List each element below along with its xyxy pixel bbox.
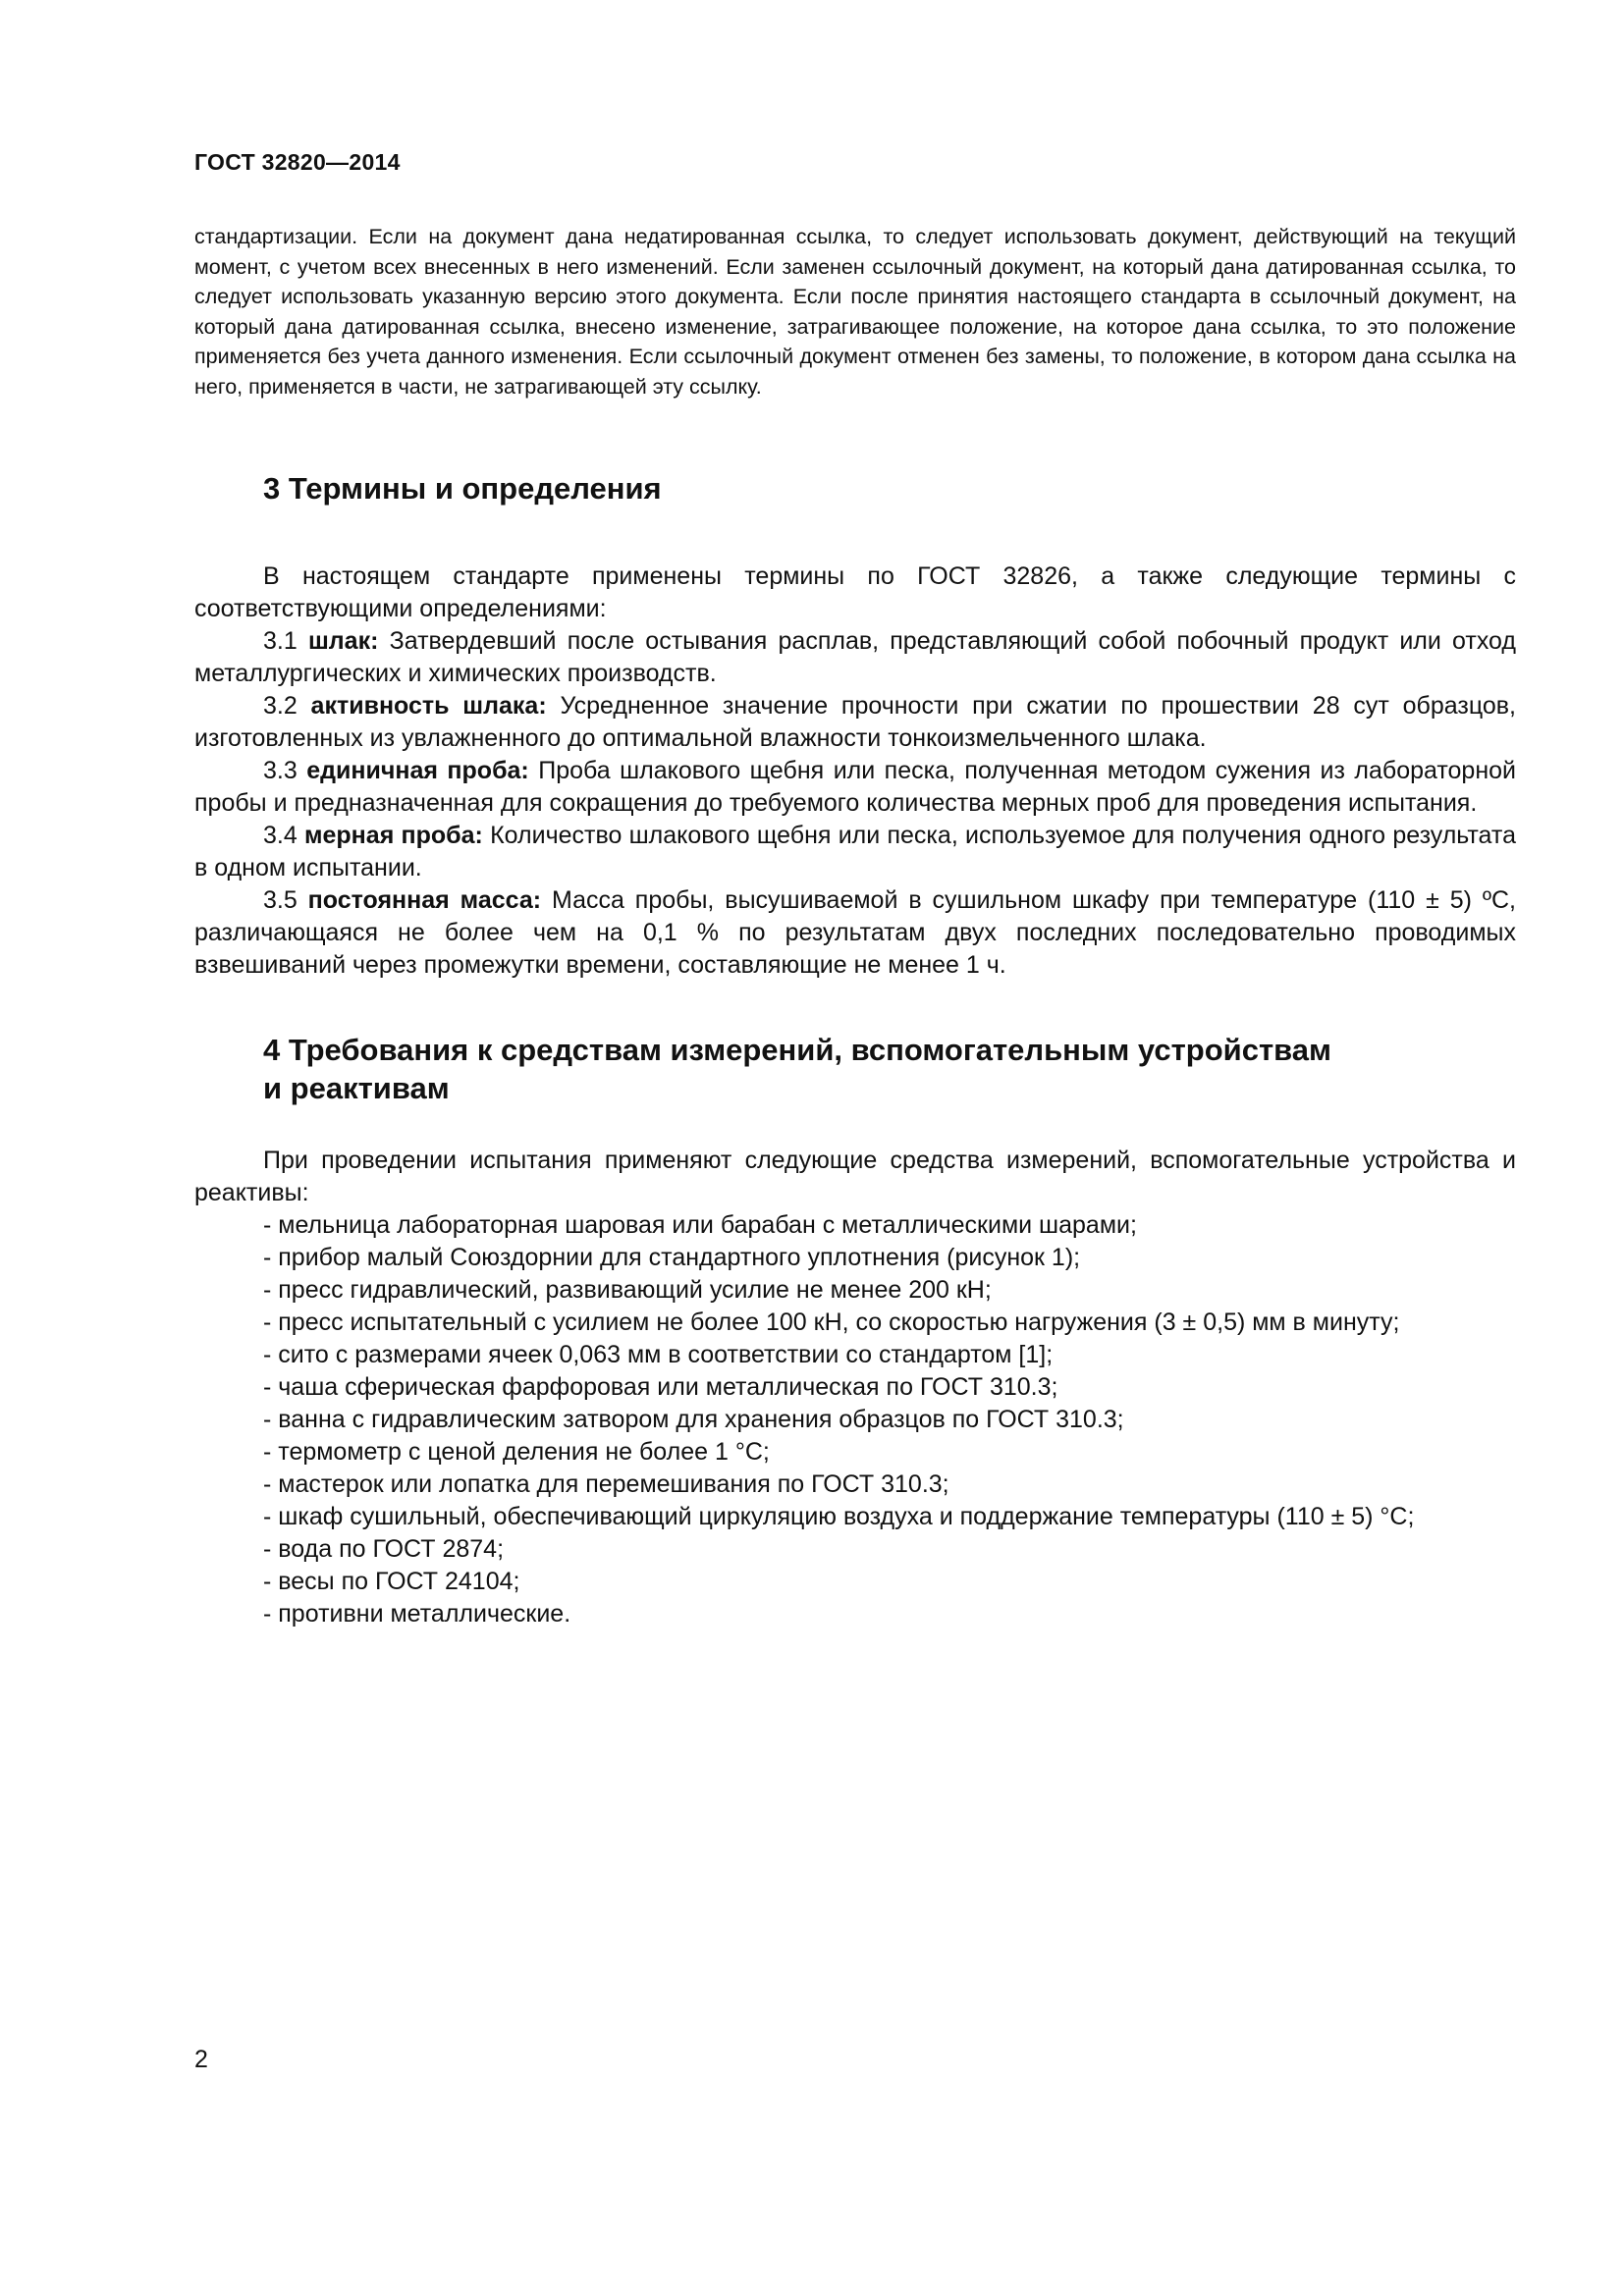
- term-definition: Масса пробы, высушиваемой в сушильном шкафу при температуре (110 ± 5) ºС, различающаяся не более чем на 0,1 % по результатам двух последних последовательно проводимых взвешиваний через промежутки времени, составляющие не менее 1 ч.: [194, 886, 1516, 979]
- section-4-title-line-1: 4 Требования к средствам измерений, вспомогательным устройствам: [263, 1033, 1331, 1067]
- term-definition: Проба шлакового щебня или песка, полученная методом сужения из лабораторной пробы и предназначенная для сокращения до требуемого количества мерных проб для проведения испытания.: [194, 757, 1517, 817]
- section-4-body: [194, 1145, 1516, 1630]
- term-3-3: [194, 755, 1516, 820]
- term-number: 3.2: [263, 692, 298, 720]
- list-item: - мастерок или лопатка для перемешивания по ГОСТ 310.3;: [263, 1470, 949, 1498]
- list-item: - ванна с гидравлическим затвором для хранения образцов по ГОСТ 310.3;: [263, 1406, 1124, 1433]
- section-4-title-line-2: и реактивам: [263, 1071, 450, 1105]
- section-terms-and-definitions: [194, 469, 1516, 982]
- section-4-title: [194, 1031, 1516, 1107]
- term-definition: Усредненное значение прочности при сжатии по прошествии 28 сут образцов, изготовленных из увлажненного до оптимальной влажности тонкоизмельченного шлака.: [194, 692, 1516, 752]
- term-3-1: [194, 625, 1516, 690]
- term-definition: Затвердевший после остывания расплав, представляющий собой побочный продукт или отход металлургических и химических производств.: [194, 627, 1516, 687]
- term-number: 3.4: [263, 822, 298, 849]
- page-number: 2: [194, 2046, 208, 2073]
- list-item: - противни металлические.: [263, 1600, 571, 1628]
- term-3-5: [194, 884, 1516, 982]
- term-name: единичная проба:: [306, 757, 529, 784]
- term-name: активность шлака:: [310, 692, 547, 720]
- term-name: постоянная масса:: [307, 886, 542, 914]
- list-item: - пресс гидравлический, развивающий усилие не менее 200 кН;: [263, 1276, 992, 1304]
- term-3-2: [194, 690, 1516, 755]
- list-item: - чаша сферическая фарфоровая или металлическая по ГОСТ 310.3;: [263, 1373, 1058, 1401]
- document-code: ГОСТ 32820—2014: [194, 149, 401, 175]
- list-item: - вода по ГОСТ 2874;: [263, 1535, 505, 1563]
- term-number: 3.1: [263, 627, 298, 655]
- section-measurement-requirements: [194, 1031, 1516, 1630]
- term-name: шлак:: [307, 627, 379, 655]
- list-item: - прибор малый Союздорнии для стандартного уплотнения (рисунок 1);: [263, 1244, 1081, 1271]
- list-item: - шкаф сушильный, обеспечивающий циркуляцию воздуха и поддержание температуры (110 ± 5) °С;: [263, 1503, 1415, 1530]
- section-4-lead: При проведении испытания применяют следующие средства измерений, вспомогательные устройства и реактивы:: [194, 1147, 1516, 1206]
- section-3-body: [194, 561, 1516, 982]
- section-3-lead: В настоящем стандарте применены термины по ГОСТ 32826, а также следующие термины с соответствующими определениями:: [194, 562, 1516, 622]
- intro-paragraph: стандартизации. Если на документ дана недатированная ссылка, то следует использовать документ, действующий на текущий момент, с учетом всех внесенных в него изменений. Если заменен ссылочный документ, на который дана датированная ссылка, то следует использовать указанную версию этого документа. Если после принятия настоящего стандарта в ссылочный документ, на который дана датированная ссылка, внесено изменение, затрагивающее положение, на которое дана ссылка, то это положение применяется без учета данного изменения. Если ссылочный документ отменен без замены, то положение, в котором дана ссылка на него, применяется в части, не затрагивающей эту ссылку.: [194, 225, 1516, 399]
- list-item: - сито с размерами ячеек 0,063 мм в соответствии со стандартом [1];: [263, 1341, 1054, 1368]
- section-3-title: 3 Термины и определения: [263, 471, 662, 506]
- list-item: - пресс испытательный с усилием не более 100 кН, со скоростью нагружения (3 ± 0,5) мм в минуту;: [263, 1308, 1400, 1336]
- list-item: - термометр с ценой деления не более 1 °С;: [263, 1438, 770, 1466]
- term-3-4: [194, 820, 1516, 884]
- term-name: мерная проба:: [304, 822, 483, 849]
- term-number: 3.5: [263, 886, 298, 914]
- list-item: - мельница лабораторная шаровая или барабан с металлическими шарами;: [263, 1211, 1137, 1239]
- list-item: - весы по ГОСТ 24104;: [263, 1568, 520, 1595]
- term-definition: Количество шлакового щебня или песка, используемое для получения одного результата в одном испытании.: [194, 822, 1516, 881]
- term-number: 3.3: [263, 757, 298, 784]
